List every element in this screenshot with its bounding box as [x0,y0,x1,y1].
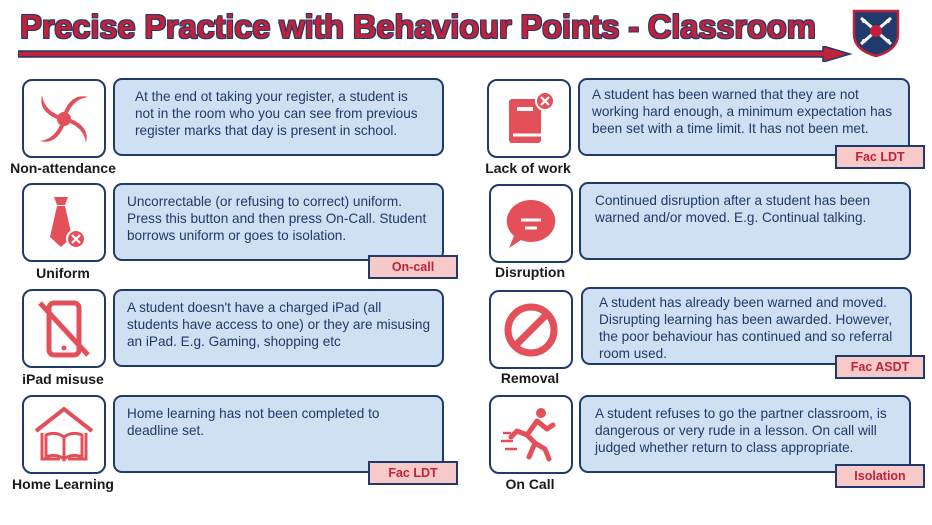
lack-of-work-tag: Fac LDT [835,145,925,169]
swirl-icon [32,87,96,151]
ipad-misuse-button[interactable] [22,289,106,368]
lack-of-work-description: A student has been warned that they are not working hard enough, a minimum expectation has been set with a time limit. It has not been met. [578,78,910,156]
home-learning-tag: Fac LDT [368,461,458,485]
speech-bubble-icon [499,192,563,256]
removal-tag: Fac ASDT [835,355,925,379]
prohibited-icon [499,298,563,362]
disruption-description: Continued disruption after a student has been warned and/or moved. E.g. Continual talking. [579,182,911,260]
disruption-label: Disruption [495,264,565,280]
home-learning-label: Home Learning [12,476,114,492]
removal-label: Removal [500,370,560,386]
home-learning-description: Home learning has not been completed to deadline set. [113,395,444,473]
no-tablet-icon [32,297,96,361]
removal-button[interactable] [489,290,573,369]
uniform-label: Uniform [36,265,90,281]
disruption-button[interactable] [489,184,573,263]
uniform-button[interactable] [22,183,106,262]
page-title: Precise Practice with Behaviour Points - Classroom [20,8,816,45]
home-learning-button[interactable] [22,395,106,474]
book-x-icon [497,87,561,151]
title-arrow [18,46,853,62]
ipad-misuse-label: iPad misuse [22,371,104,387]
school-crest-icon [851,8,901,58]
uniform-tag: On-call [368,255,458,279]
uniform-description: Uncorrectable (or refusing to correct) uniform. Press this button and then press On-Call. Student borrows uniform or goes to isolation. [113,183,444,261]
non-attendance-description: At the end ot taking your register, a student is not in the room who you can see from previous register marks that day is present in school. [113,78,444,156]
non-attendance-button[interactable] [22,79,106,158]
non-attendance-label: Non-attendance [10,160,116,176]
removal-description: A student has already been warned and moved. Disrupting learning has been awarded. However, the poor behaviour has continued and so referral room used. [581,287,912,365]
tie-icon [32,191,96,255]
running-person-icon [499,403,563,467]
lack-of-work-label: Lack of work [485,160,571,176]
on-call-label: On Call [505,476,555,492]
home-book-icon [32,403,96,467]
on-call-tag: Isolation [835,464,925,488]
ipad-misuse-description: A student doesn't have a charged iPad (all students have access to one) or they are misusing an iPad. E.g. Gaming, shopping etc [113,289,444,367]
on-call-button[interactable] [489,395,573,474]
lack-of-work-button[interactable] [487,79,571,158]
on-call-description: A student refuses to go the partner classroom, is dangerous or very rude in a lesson. On call will judged whether return to class appropriate. [579,395,911,473]
